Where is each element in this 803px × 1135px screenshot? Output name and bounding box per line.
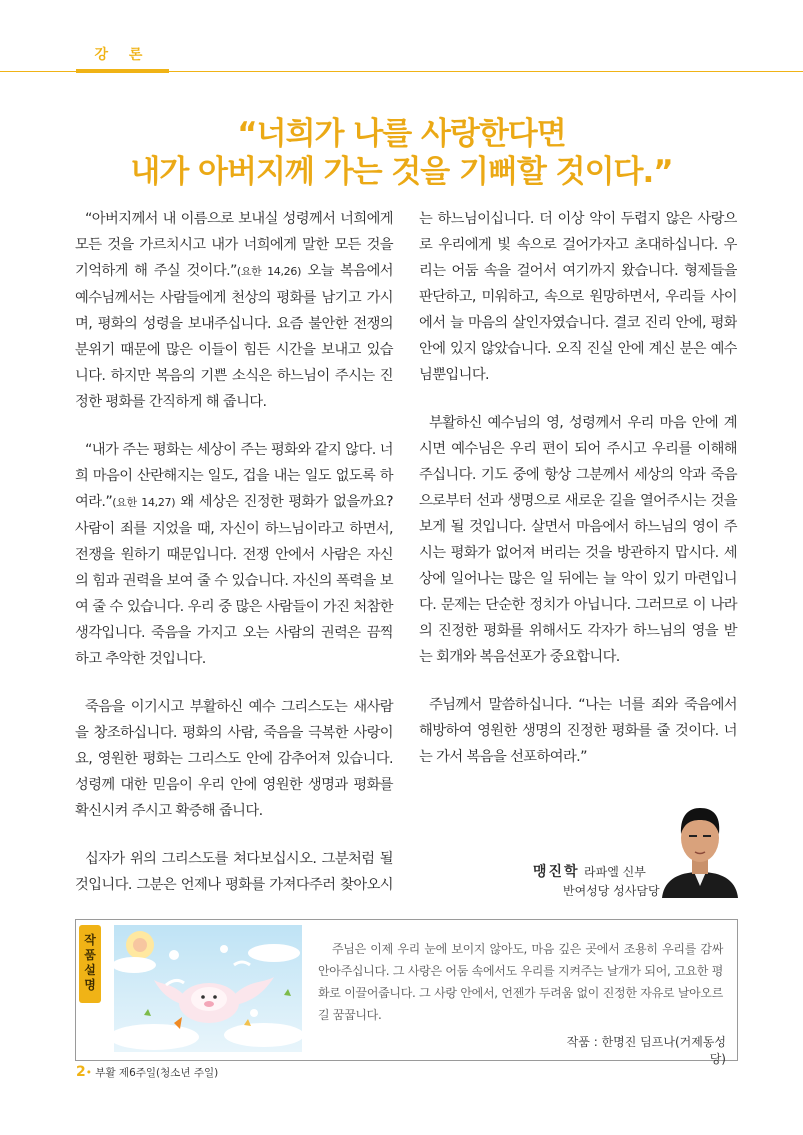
author-parish: 반여성당 성사담당 (563, 884, 660, 898)
scripture-quote: “아버지께서 내 이름으로 보내실 성령께서 너희에게 모든 것을 가르치시고 내가 너희에게 말한 모든 것을 기억하게 해 주실 것이다.” (75, 211, 393, 279)
footer-bullet: • (85, 1067, 92, 1079)
artwork-image (114, 925, 302, 1052)
author-name: 맹진학 (533, 864, 580, 880)
scripture-quote: “내가 주는 평화는 세상이 주는 평화와 같지 않다. 너희 마음이 산란해지는 일도, 겁을 내는 일도 없도록 하여라.” (75, 442, 393, 510)
author-name-line (533, 861, 646, 881)
artwork-label (79, 925, 101, 1003)
paragraph-6: 주님께서 말씀하십니다. “나는 너를 죄와 죽음에서 해방하여 영원한 생명의 진정한 평화를 줄 것이다. 너는 가서 복음을 선포하여라.” (419, 697, 737, 765)
footer-text: 부활 제6주일(청소년 주일) (95, 1067, 219, 1079)
page-number: 2 (76, 1064, 86, 1080)
paragraph-4-continued-text: 는 하느님이십니다. 더 이상 악이 두렵지 않은 사랑으로 우리에게 빛 속으로 걸어가자고 초대하십니다. 우리는 어둠 속을 걸어서 여기까지 왔습니다. 형제들을 판단하고, 미워하고, 속으로 원망하면서, 우리들 사이에서 늘 마음의 살인자였습니다. 결코 진리 안에, 평화 안에 있지 않았습니다. 오직 진실 안에 계신 분은 예수님뿐입니다. (419, 211, 737, 383)
page-title-line-1: “너희가 나를 사랑한다면 (237, 116, 566, 152)
paragraph-3: 죽음을 이기시고 부활하신 예수 그리스도는 새사람을 창조하십니다. 평화의 사람, 죽음을 극복한 사랑이요, 영원한 평화는 그리스도 안에 감추어져 있습니다. 성령께 대한 믿음이 우리 안에 영원한 생명과 평화를 확신시켜 주시고 확증해 줍니다. (75, 699, 393, 819)
artwork-credit: 작품 : 한명진 딤프나(거제동성당) (566, 1035, 726, 1066)
author-photo (660, 800, 740, 898)
page-title-line-2: 내가 아버지께 가는 것을 기뻐할 것이다.” (130, 154, 673, 190)
paragraph-1 (75, 206, 393, 415)
header-tab-underline (76, 69, 169, 73)
paragraph-text: 오늘 복음에서 예수님께서는 사람들에게 천상의 평화를 남기고 가시며, 평화의 성령을 보내주십니다. 요즘 불안한 전쟁의 분위기 때문에 많은 이들이 힘든 시간을 보내고 있습니다. 하지만 복음의 기쁜 소식은 하느님이 주시는 진정한 평화를 간직하게 해 줍니다. (75, 263, 394, 410)
scripture-citation: (요한 14,26) (236, 265, 302, 278)
paragraph-5: 부활하신 예수님의 영, 성령께서 우리 마음 안에 계시면 예수님은 우리 편이 되어 주시고 우리를 이해해 주십니다. 기도 중에 항상 그분께서 세상의 악과 죽음으로부터 선과 생명으로 새로운 길을 열어주시는 것을 보게 될 것입니다. 살면서 마음에서 하느님의 영이 주시는 평화가 없어져 버리는 것을 방관하지 맙시다. 세상에 일어나는 많은 일 뒤에는 늘 악이 있기 마련입니다. 문제는 단순한 정치가 아닙니다. 그러므로 이 나라의 진정한 평화를 위해서도 각자가 하느님의 영을 받는 회개와 복음선포가 중요합니다. (419, 415, 737, 665)
paragraph-text: 왜 세상은 진정한 평화가 없을까요? 사람이 죄를 지었을 때, 자신이 하느님이라고 하면서, 전쟁을 원하기 때문입니다. 전쟁 안에서 사람은 자신의 힘과 권력을 보여 줄 수 있습니다. 자신의 폭력을 보여 줄 수 있습니다. 우리 중 많은 사람들이 가진 처참한 생각입니다. 죽음을 가지고 오는 사람의 권력은 끔찍하고 추악한 것입니다. (75, 494, 393, 667)
artwork-description: 주님은 이제 우리 눈에 보이지 않아도, 마음 깊은 곳에서 조용히 우리를 감싸 안아주십니다. 그 사랑은 어둠 속에서도 우리를 지켜주는 날개가 되어, 고요한 평화로 이끌어줍니다. 그 사랑 안에서, 언젠가 두려움 없이 진정한 자유로 날아오르길 꿈꿉니다. (318, 942, 723, 1022)
paragraph-2 (75, 437, 393, 672)
body-column-left (75, 206, 393, 920)
paragraph-4-continued (419, 206, 737, 388)
page-footer (76, 1064, 218, 1080)
artwork-label-line-2: 설명 (84, 963, 96, 992)
artwork-label-line-1: 작품 (84, 933, 96, 962)
author-title: 라파엘 신부 (584, 865, 646, 879)
section-label: 강 론 (94, 47, 151, 63)
body-column-right (419, 206, 737, 792)
paragraph-4: 십자가 위의 그리스도를 쳐다보십시오. 그분처럼 될 것입니다. 그분은 언제나 평화를 가져다주러 찾아오시 (75, 851, 393, 893)
scripture-citation: (요한 14,27) (112, 496, 176, 509)
